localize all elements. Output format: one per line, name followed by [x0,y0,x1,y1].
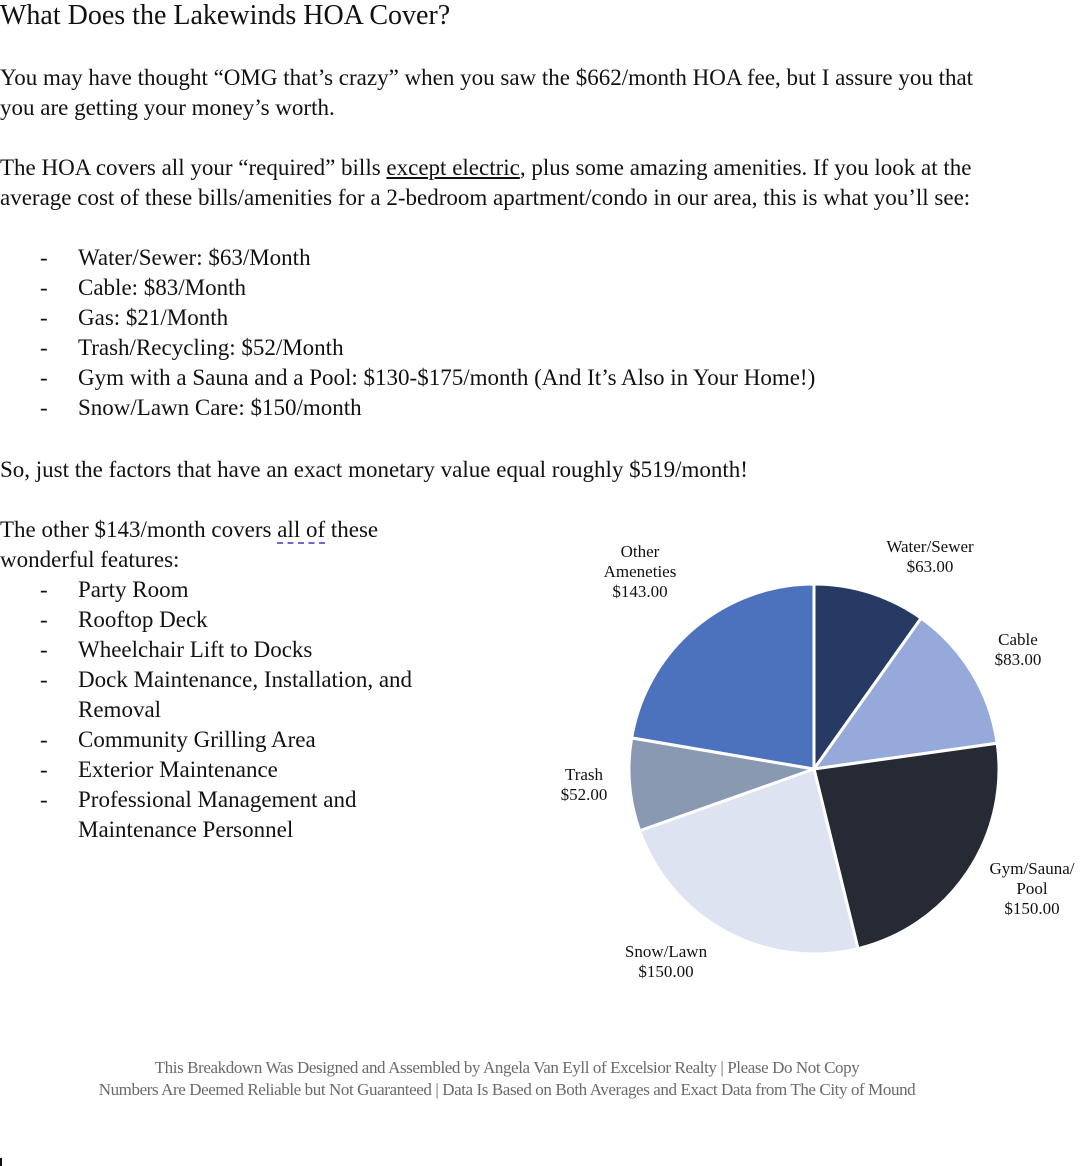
list-item [0,575,470,605]
other-text-start: The other $143/month covers [0,517,278,542]
pie-value-label: $150.00 [1004,899,1060,918]
pie-category-label: Trash [564,765,604,784]
dash-bullet: - [40,757,48,782]
list-item-text: Dock Maintenance, Installation, and Removal [78,667,413,722]
footer [0,1057,1014,1101]
dash-bullet: - [40,335,48,360]
intro-paragraph: You may have thought “OMG that’s crazy” when you saw the $662/month HOA fee, but I assure you that you are getting your money’s worth. [0,65,974,120]
dash-bullet: - [40,637,48,662]
footer-credit-line: This Breakdown Was Designed and Assembled by Angela Van Eyll of Excelsior Realty | Please Do Not Copy [154,1058,860,1077]
list-item-text: Party Room [78,577,189,602]
pie-category-label: Ameneties [603,562,677,581]
pie-category-label: Water/Sewer [886,537,974,556]
list-item-text: Cable: $83/Month [78,275,247,300]
list-item [0,665,470,725]
list-item-text: Gym with a Sauna and a Pool: $130-$175/month (And It’s Also in Your Home!) [78,365,816,390]
pie-value-label: $143.00 [612,582,668,601]
pie-slice [632,584,814,769]
list-item [0,363,1000,393]
list-item-text: Wheelchair Lift to Docks [78,637,313,662]
list-item [0,243,1000,273]
pie-category-label: Snow/Lawn [624,942,708,961]
page-title: What Does the Lakewinds HOA Cover? [0,0,451,31]
dash-bullet: - [40,667,48,692]
list-item [0,605,470,635]
list-item-text: Exterior Maintenance [78,757,278,782]
list-item [0,785,470,845]
other-features-paragraph [0,515,460,575]
dash-bullet: - [40,365,48,390]
list-item-text: Community Grilling Area [78,727,316,752]
features-list [0,575,470,845]
pie-value-label: $52.00 [560,785,608,804]
hoa-cost-pie-chart [540,530,1082,1000]
except-electric-underlined: except electric [386,155,520,180]
list-item [0,303,1000,333]
coverage-text-end: , plus some amazing amenities. If you look at the average cost of these bills/amenities for a 2-bedroom apartment/condo in our area, this is what you’ll see: [0,155,972,210]
list-item-text: Water/Sewer: $63/Month [78,245,311,270]
dash-bullet: - [40,607,48,632]
list-item [0,725,470,755]
list-item-text: Snow/Lawn Care: $150/month [78,395,362,420]
dash-bullet: - [40,727,48,752]
pie-value-label: $63.00 [906,557,954,576]
pie-category-label: Cable [998,630,1038,649]
list-item [0,635,470,665]
list-item [0,273,1000,303]
pie-category-label: Pool [1016,879,1048,898]
bills-list [0,243,1000,423]
dash-bullet: - [40,395,48,420]
list-item [0,393,1000,423]
pie-category-label: Other [620,542,660,561]
list-item-text: Rooftop Deck [78,607,208,632]
pie-value-label: $83.00 [994,650,1042,669]
other-text-end: these wonderful features: [0,517,379,572]
dash-bullet: - [40,577,48,602]
coverage-paragraph [0,153,1000,213]
dash-bullet: - [40,305,48,330]
text-cursor-mark [0,1158,2,1166]
summary-paragraph: So, just the factors that have an exact monetary value equal roughly $519/month! [0,457,748,482]
list-item [0,333,1000,363]
list-item [0,755,470,785]
all-of-flagged-text: all of [277,517,326,542]
dash-bullet: - [40,275,48,300]
pie-category-label: Gym/Sauna/ [989,859,1075,878]
list-item-text: Professional Management and Maintenance Personnel [78,787,357,842]
pie-value-label: $150.00 [638,962,694,981]
coverage-text-start: The HOA covers all your “required” bills [0,155,387,180]
footer-disclaimer-line: Numbers Are Deemed Reliable but Not Guaranteed | Data Is Based on Both Averages and Exact Data from The City of Mound [98,1080,916,1099]
dash-bullet: - [40,245,48,270]
dash-bullet: - [40,787,48,812]
list-item-text: Gas: $21/Month [78,305,229,330]
list-item-text: Trash/Recycling: $52/Month [78,335,344,360]
